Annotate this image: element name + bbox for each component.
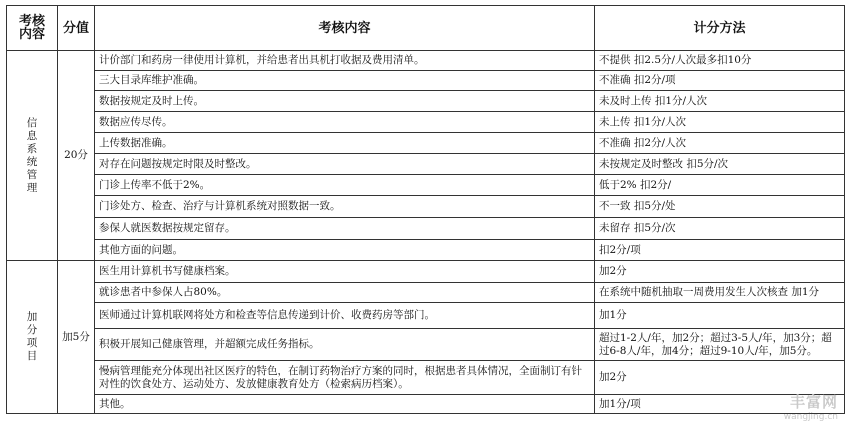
header-content: 考核内容 <box>95 6 595 51</box>
table-row <box>7 91 845 112</box>
row-method: 加2分 <box>595 261 845 283</box>
row-method: 超过1-2人/年，加2分；超过3-5人/年，加3分；超过6-8人/年，加4分；超过9-10人/年，加5分。 <box>595 329 845 361</box>
row-content: 其他。 <box>95 395 595 414</box>
watermark <box>784 391 838 422</box>
row-method: 加1分 <box>595 303 845 329</box>
row-content: 其他方面的问题。 <box>95 240 595 261</box>
section-score: 加5分 <box>58 261 95 414</box>
section-score: 20分 <box>58 51 95 261</box>
row-content: 计价部门和药房一律使用计算机，并给患者出具机打收据及费用清单。 <box>95 51 595 71</box>
row-method: 不提供 扣2.5分/人次最多扣10分 <box>595 51 845 71</box>
row-method: 在系统中随机抽取一周费用发生人次核查 加1分 <box>595 283 845 303</box>
row-method: 未及时上传 扣1分/人次 <box>595 91 845 112</box>
table-row <box>7 361 845 395</box>
table-row <box>7 261 845 283</box>
row-content: 上传数据准确。 <box>95 133 595 154</box>
row-method: 未上传 扣1分/人次 <box>595 112 845 133</box>
table-row <box>7 154 845 175</box>
header-score: 分值 <box>58 6 95 51</box>
row-content: 参保人就医数据按规定留存。 <box>95 218 595 240</box>
section-category: 信 息 系 统 管 理 <box>7 51 58 261</box>
table-row <box>7 303 845 329</box>
row-content: 对存在问题按规定时限及时整改。 <box>95 154 595 175</box>
row-content: 数据应传尽传。 <box>95 112 595 133</box>
table-row <box>7 395 845 414</box>
row-method: 不准确 扣2分/人次 <box>595 133 845 154</box>
row-content: 积极开展知己健康管理，并超额完成任务指标。 <box>95 329 595 361</box>
table-row <box>7 196 845 218</box>
row-content: 就诊患者中参保人占80%。 <box>95 283 595 303</box>
row-content: 医师通过计算机联网将处方和检查等信息传递到计价、收费药房等部门。 <box>95 303 595 329</box>
row-method: 未按规定及时整改 扣5分/次 <box>595 154 845 175</box>
table-row <box>7 175 845 196</box>
table-row <box>7 51 845 71</box>
watermark-site: wangjing.cn <box>783 412 838 422</box>
row-method: 不准确 扣2分/项 <box>595 71 845 91</box>
row-content: 数据按规定及时上传。 <box>95 91 595 112</box>
table-row <box>7 112 845 133</box>
row-method: 未留存 扣5分/次 <box>595 218 845 240</box>
header-category: 考核 内容 <box>7 6 58 51</box>
row-method: 扣2分/项 <box>595 240 845 261</box>
row-method: 低于2% 扣2分/ <box>595 175 845 196</box>
row-content: 慢病管理能充分体现出社区医疗的特色，在制订药物治疗方案的同时，根据患者具体情况，全面制订有针对性的饮食处方、运动处方、发放健康教育处方（检索病历档案）。 <box>95 361 595 395</box>
row-content: 三大目录库维护准确。 <box>95 71 595 91</box>
table-row <box>7 218 845 240</box>
assessment-table <box>6 5 845 414</box>
table-body <box>7 51 845 414</box>
row-method: 不一致 扣5分/处 <box>595 196 845 218</box>
row-method: 加2分 <box>595 361 845 395</box>
table-row <box>7 240 845 261</box>
row-content: 门诊上传率不低于2%。 <box>95 175 595 196</box>
table-row <box>7 71 845 91</box>
watermark-brand: 丰富网 <box>789 393 838 411</box>
header-row <box>7 6 845 51</box>
row-content: 医生用计算机书写健康档案。 <box>95 261 595 283</box>
header-method: 计分方法 <box>595 6 845 51</box>
row-method: 加1分/项 <box>595 395 845 414</box>
table-row <box>7 283 845 303</box>
table-row <box>7 133 845 154</box>
row-content: 门诊处方、检查、治疗与计算机系统对照数据一致。 <box>95 196 595 218</box>
section-category: 加 分 项 目 <box>7 261 58 414</box>
table-row <box>7 329 845 361</box>
